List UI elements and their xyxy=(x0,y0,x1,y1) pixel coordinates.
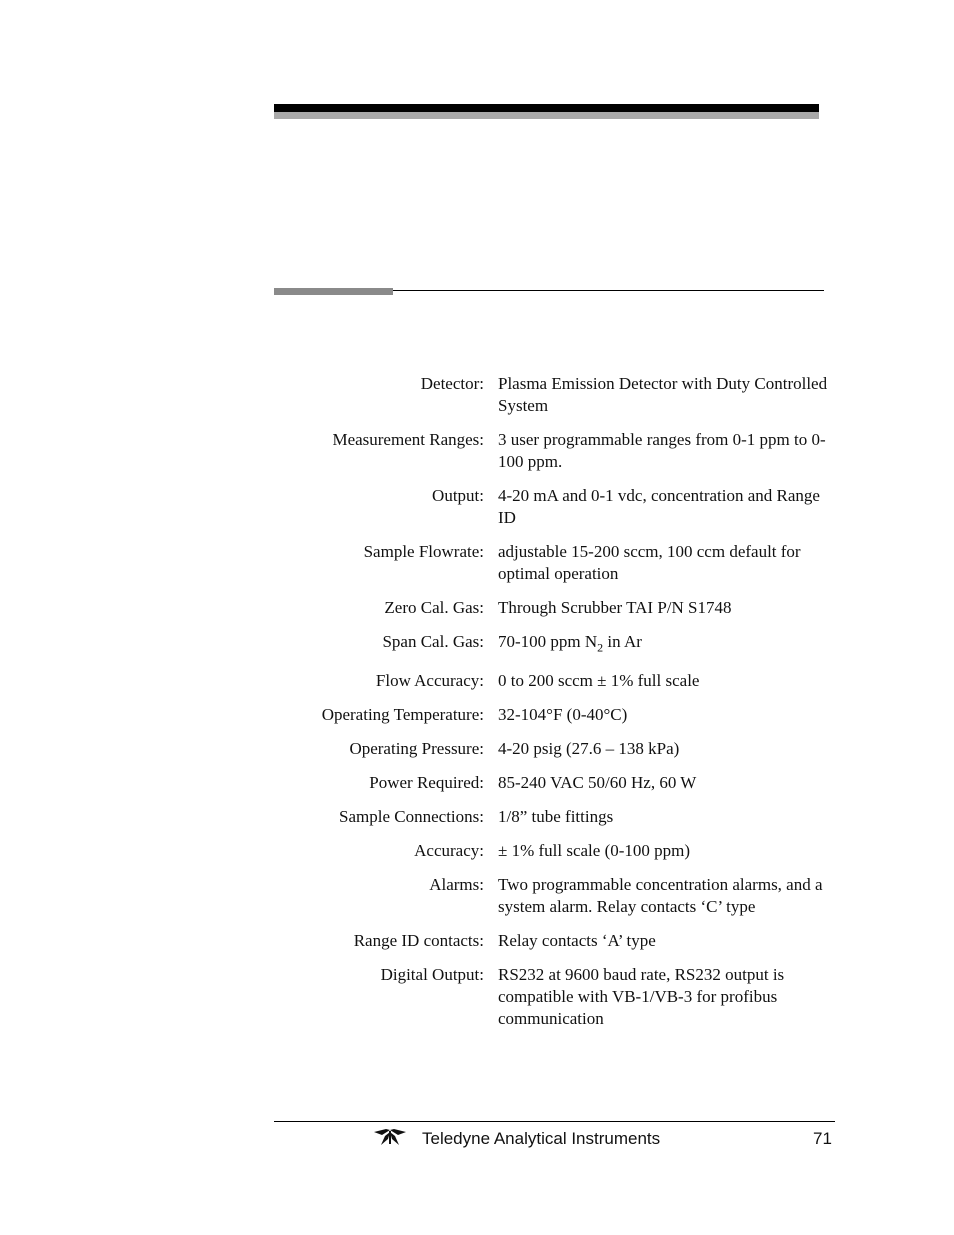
spec-row-digital-output xyxy=(0,964,954,1030)
page-number: 71 xyxy=(813,1129,832,1148)
spec-label: Measurement Ranges: xyxy=(332,430,484,449)
spec-label: Output: xyxy=(432,486,484,505)
spec-label: Zero Cal. Gas: xyxy=(384,598,484,617)
spec-row-operating-temperature xyxy=(0,704,954,726)
spec-label: Operating Pressure: xyxy=(349,739,484,759)
spec-value: ± 1% full scale (0-100 ppm) xyxy=(498,841,691,861)
spec-label: Detector: xyxy=(420,374,484,393)
spec-value-suffix: in Ar xyxy=(603,632,642,651)
spec-label: Range ID contacts: xyxy=(353,931,484,951)
spec-row-detector xyxy=(0,373,954,417)
spec-value: 1/8” tube fittings xyxy=(498,807,614,827)
spec-row-range-id-contacts xyxy=(0,930,954,952)
spec-value: 4-20 psig (27.6 – 138 kPa) xyxy=(498,739,680,759)
spec-row-zero-cal-gas xyxy=(0,597,954,619)
spec-value: 3 user programmable ranges from 0-1 ppm to 0-100 ppm. xyxy=(498,430,826,471)
spec-label: Span Cal. Gas: xyxy=(382,632,484,651)
spec-label: Accuracy: xyxy=(414,841,484,861)
spec-value: adjustable 15-200 sccm, 100 ccm default for optimal operation xyxy=(498,542,801,583)
spec-value: 85-240 VAC 50/60 Hz, 60 W xyxy=(498,773,697,793)
spec-label: Digital Output: xyxy=(380,965,484,985)
teledyne-logo-icon xyxy=(372,1127,408,1147)
spec-value: Two programmable concentration alarms, and a system alarm. Relay contacts ‘C’ type xyxy=(498,875,823,917)
section-rule-line xyxy=(393,290,824,291)
spec-row-span-cal-gas xyxy=(0,631,954,658)
header-rule-black xyxy=(274,104,819,112)
spec-row-flow-accuracy xyxy=(0,670,954,692)
spec-label: Operating Temperature: xyxy=(321,705,484,725)
spec-label: Sample Flowrate: xyxy=(363,542,484,561)
footer-rule xyxy=(274,1121,835,1122)
spec-row-power-required xyxy=(0,772,954,794)
spec-value: 4-20 mA and 0-1 vdc, concentration and Range ID xyxy=(498,486,820,527)
spec-value: 0 to 200 sccm ± 1% full scale xyxy=(498,671,700,691)
section-rule-accent xyxy=(274,288,393,295)
specifications-list xyxy=(0,373,954,1042)
spec-value-subscript: 2 xyxy=(597,640,604,655)
spec-value: 32-104°F (0-40°C) xyxy=(498,705,628,725)
spec-label: Power Required: xyxy=(369,773,484,793)
spec-row-alarms xyxy=(0,874,954,918)
spec-row-output xyxy=(0,485,954,529)
spec-value xyxy=(498,631,828,658)
spec-value: RS232 at 9600 baud rate, RS232 output is compatible with VB-1/VB-3 for profibus communication xyxy=(498,965,785,1029)
spec-value: Through Scrubber TAI P/N S1748 xyxy=(498,598,732,617)
spec-row-sample-flowrate xyxy=(0,541,954,585)
header-rule-gray xyxy=(274,112,819,119)
spec-value: Relay contacts ‘A’ type xyxy=(498,931,656,951)
spec-value: Plasma Emission Detector with Duty Controlled System xyxy=(498,374,828,415)
spec-label: Alarms: xyxy=(429,875,484,895)
spec-row-accuracy xyxy=(0,840,954,862)
spec-label: Flow Accuracy: xyxy=(375,671,484,691)
spec-row-measurement-ranges xyxy=(0,429,954,473)
footer-company-name: Teledyne Analytical Instruments xyxy=(422,1129,661,1148)
spec-label: Sample Connections: xyxy=(339,807,484,827)
spec-row-operating-pressure xyxy=(0,738,954,760)
spec-row-sample-connections xyxy=(0,806,954,828)
spec-value-main: 70-100 ppm N xyxy=(498,632,598,651)
